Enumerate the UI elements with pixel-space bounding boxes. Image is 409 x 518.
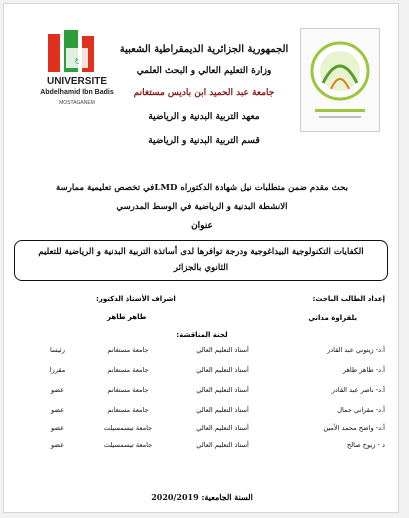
jury-member-rank: أستاذ التعليم العالي [196,366,249,374]
university-emblem-icon [32,26,122,124]
jury-member-university: جامعة مستغانم [107,386,149,394]
jury-member-university: جامعة مستغانم [107,406,149,414]
jury-member-name: أ.د- زيتوني عبد القادر [327,346,385,354]
jury-member-role: عضو [50,424,65,432]
university-heading: جامعة عبد الحميد ابن باديس مستغانم [133,88,275,98]
student-name: بلقراوة مداني [308,314,357,322]
thesis-title-box [14,240,388,281]
table-row [4,424,400,440]
department-heading: قسم التربية البدنية و الرياضية [148,136,260,146]
jury-member-rank: أستاذ التعليم العالي [196,424,249,432]
jury-member-role: عضو [50,386,65,394]
jury-member-name: د - زيوح صالح [346,441,385,449]
table-row [4,346,400,362]
ministry-heading: وزارة التعليم العالي و البحث العلمي [136,66,272,76]
institute-logo [300,28,380,132]
jury-member-name: أ.د- واضح محمد الأمين [323,424,385,432]
jury-member-rank: أستاذ التعليم العالي [196,346,249,354]
jury-member-university: جامعة تيسمسيلت [103,424,153,432]
academic-year-label: السنة الجامعية: [201,492,253,502]
jury-member-name: أ.د- ناصر عبد القادر [331,386,385,394]
academic-year [4,492,400,502]
jury-member-role: مقررا [49,366,66,374]
jury-member-rank: أستاذ التعليم العالي [196,441,249,449]
subject-line-1: بحث مقدم ضمن متطلبات نيل شهادة الدكتوراه LMDفي تخصص تعليمية ممارسة [55,183,349,193]
jury-member-role: رئيسا [50,346,65,354]
table-row [4,366,400,382]
jury-member-rank: أستاذ التعليم العالي [196,406,249,414]
republic-heading: الجمهورية الجزائرية الديمقراطية الشعبية [119,44,289,55]
logo-city-text: MOSTAGANEM [59,100,95,106]
supervisor-name: طاهر طاهر [107,313,147,321]
jury-member-role: عضو [50,406,65,414]
title-line-2: الثانوي بالجزائر [173,263,229,273]
subject-line-2: الانشطة البدنية و الرياضية في الوسط المدرسي [116,202,288,212]
thesis-subject [12,179,392,217]
jury-member-university: جامعة مستغانم [107,366,149,374]
logo-name-text: Abdelhamid Ibn Badis [40,89,114,96]
table-row [4,406,400,422]
jury-member-university: جامعة مستغانم [107,346,149,354]
jury-member-name: أ.د- مقراني جمال [337,406,385,414]
jury-member-name: أ.د- طاهر طاهر [342,366,385,374]
supervisor-label: اشراف الأستاذ الدكتور: [96,295,176,303]
institute-emblem-icon [301,29,379,131]
table-row [4,386,400,402]
table-row [4,441,400,457]
committee-label: لجنة المناقشة: [176,331,228,339]
svg-text:ع: ع [74,56,80,64]
jury-member-rank: أستاذ التعليم العالي [196,386,249,394]
institute-heading: معهد التربية البدنية و الرياضية [148,112,260,122]
academic-year-value: 2020/2019 [151,492,199,502]
prepared-by-label: إعداد الطالب الباحث: [312,295,385,303]
university-logo [32,26,122,124]
jury-member-university: جامعة تيسمسيلت [103,441,153,449]
jury-member-role: عضو [50,441,65,449]
title-line-1: الكفايات التكنولوجية البيداغوجية ودرجة توافرها لدى أساتذة التربية البدنية و الرياضية للتعليم [38,247,364,257]
thesis-cover-page [3,3,399,513]
logo-brand-text: UNIVERSITE [46,76,107,87]
title-label: عنوان [191,221,213,231]
